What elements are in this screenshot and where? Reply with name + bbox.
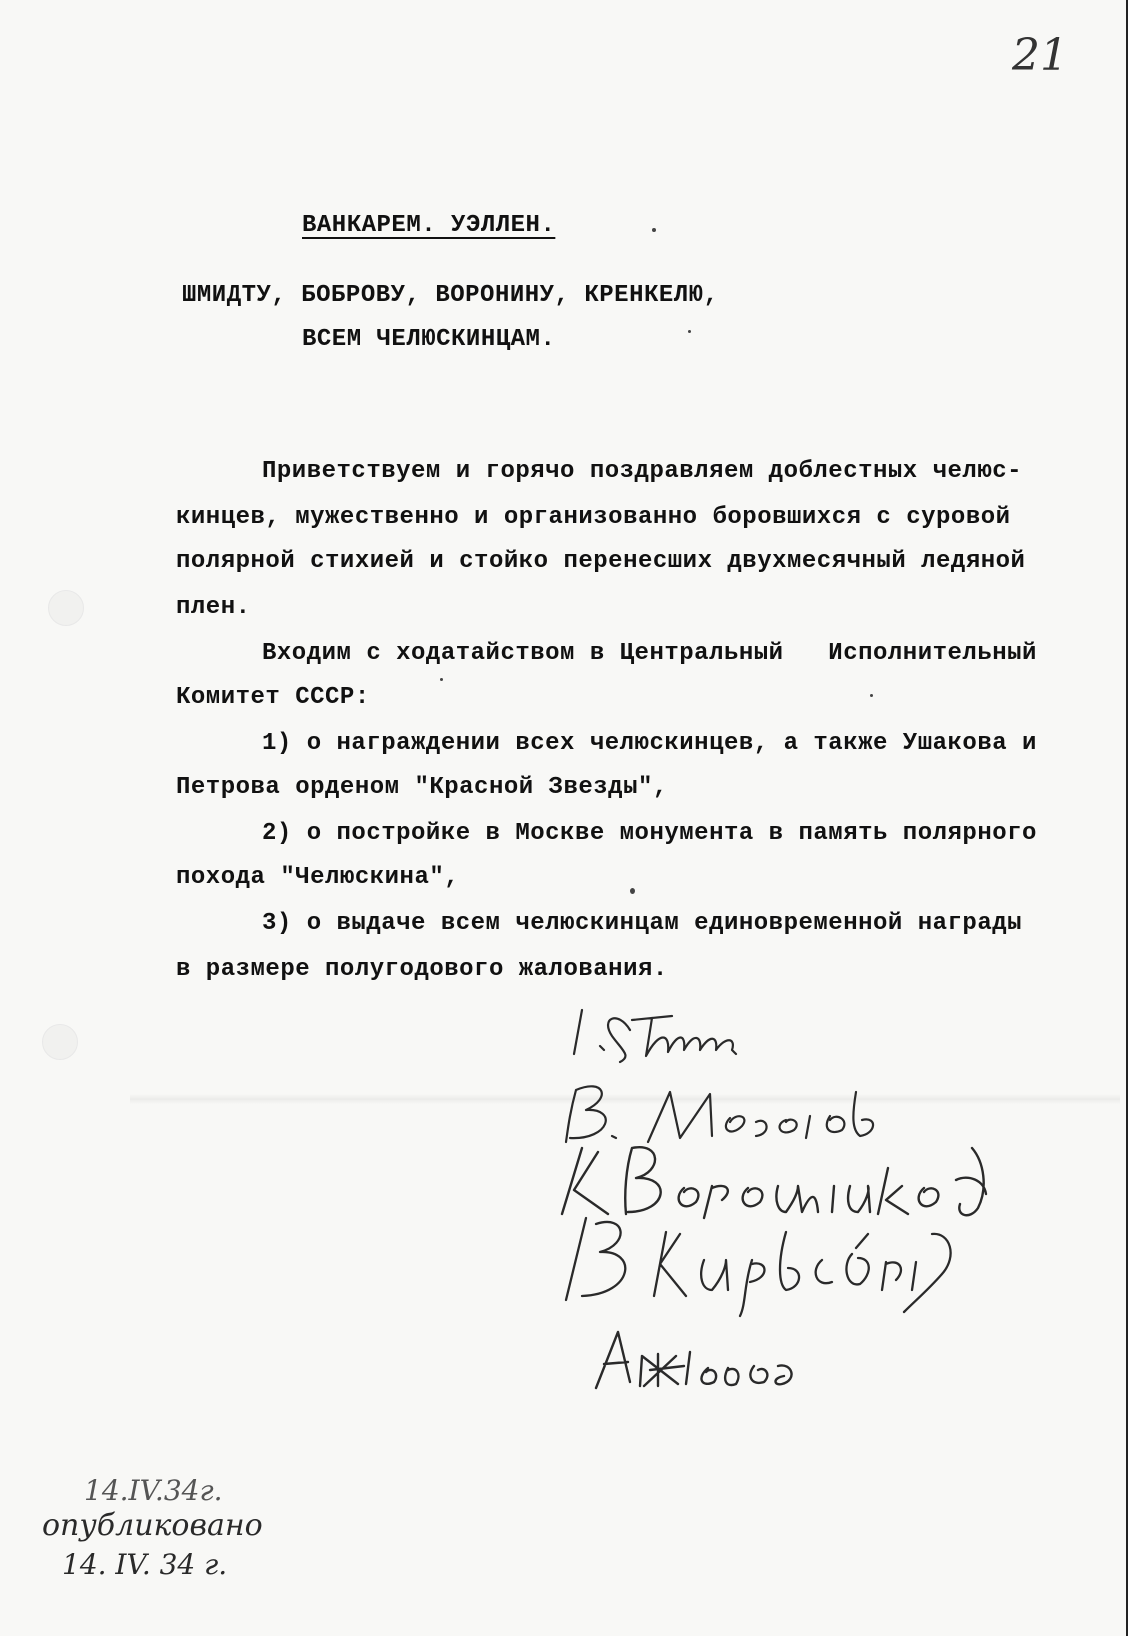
body-line: Приветствуем и горячо поздравляем доблестных челюс- xyxy=(262,458,1023,485)
list-item-1-line-2: Петрова орденом "Красной Звезды", xyxy=(176,774,668,801)
page-margin xyxy=(1128,0,1146,1636)
address-line-1: ВАНКАРЕМ. УЭЛЛЕН. xyxy=(302,212,556,239)
list-item-3-line-1: 3) о выдаче всем челюскинцам единовременной награды xyxy=(262,910,1023,937)
signature-kuybyshev xyxy=(556,1204,986,1324)
address-line-2: ШМИДТУ, БОБРОВУ, ВОРОНИНУ, КРЕНКЕЛЮ, xyxy=(182,282,719,309)
punch-hole xyxy=(48,590,84,626)
page-number: 21 xyxy=(1012,30,1068,81)
punch-hole xyxy=(42,1024,78,1060)
paper-speck xyxy=(870,694,873,697)
archive-published-note: опубликовано xyxy=(42,1508,263,1543)
paper-speck xyxy=(630,888,635,894)
signature-zhdanov xyxy=(588,1322,828,1402)
paper-speck xyxy=(652,228,656,232)
signature-stalin xyxy=(560,990,820,1070)
body-line: Входим с ходатайством в Центральный Исполнительный xyxy=(262,640,1037,667)
archive-date-note: 14.IV.34г. xyxy=(84,1474,223,1507)
body-line: плен. xyxy=(176,594,251,621)
address-line-3: ВСЕМ ЧЕЛЮСКИНЦАМ. xyxy=(302,326,556,353)
list-item-2-line-1: 2) о постройке в Москве монумента в память полярного xyxy=(262,820,1037,847)
paper-speck xyxy=(440,678,443,681)
body-line: Комитет СССР: xyxy=(176,684,370,711)
body-line: кинцев, мужественно и организованно боровшихся с суровой xyxy=(176,504,1011,531)
list-item-2-line-2: похода "Челюскина", xyxy=(176,864,460,891)
list-item-1-line-1: 1) о награждении всех челюскинцев, а также Ушакова и xyxy=(262,730,1037,757)
archive-published-date: 14. IV. 34 г. xyxy=(62,1548,228,1581)
paper-speck xyxy=(688,330,691,333)
body-line: полярной стихией и стойко перенесших двухмесячный ледяной xyxy=(176,548,1026,575)
list-item-3-line-2: в размере полугодового жалования. xyxy=(176,956,668,983)
